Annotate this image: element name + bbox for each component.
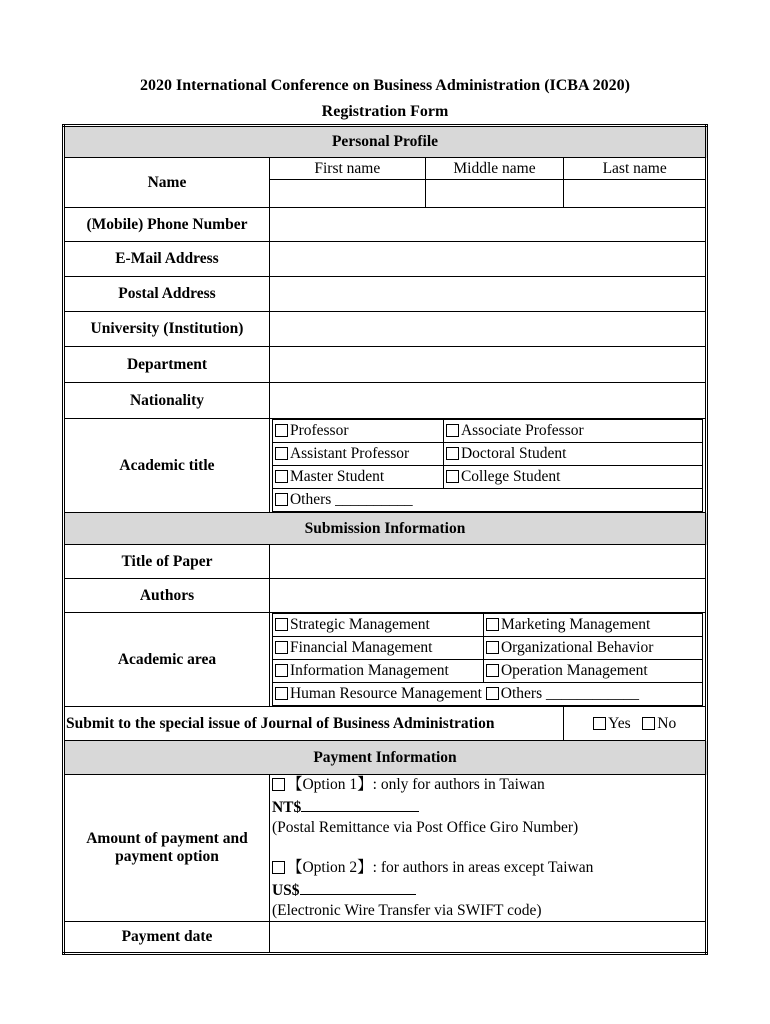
- form-subtitle: Registration Form: [321, 103, 449, 120]
- option2-currency: US$: [271, 882, 300, 899]
- option-hrm: Human Resource Management: [289, 685, 482, 702]
- academic-title-label: Academic title: [64, 419, 270, 513]
- submission-heading: Submission Information: [64, 513, 707, 545]
- option-master-student: Master Student: [289, 468, 385, 485]
- middle-name-field[interactable]: [425, 180, 564, 208]
- academic-area-options: [269, 613, 706, 707]
- academic-area-label: Academic area: [64, 613, 270, 707]
- payment-options: [269, 775, 706, 922]
- email-label: E-Mail Address: [64, 242, 270, 277]
- option-others-area: Others ____________: [500, 685, 639, 702]
- checkbox-others-title[interactable]: [275, 493, 288, 506]
- checkbox-option1[interactable]: [272, 778, 285, 791]
- option1-amount-field[interactable]: [301, 795, 419, 812]
- email-field[interactable]: [269, 242, 706, 277]
- special-issue-options: [564, 707, 707, 741]
- checkbox-assistant-professor[interactable]: [275, 447, 288, 460]
- option1-note: (Postal Remittance via Post Office Giro Number): [271, 819, 579, 836]
- phone-label: (Mobile) Phone Number: [64, 208, 270, 242]
- yes-label: Yes: [608, 714, 631, 732]
- payment-date-field[interactable]: [269, 922, 706, 954]
- form-title: 2020 International Conference on Business Administration (ICBA 2020): [140, 77, 630, 94]
- option2-text: 【Option 2】: for authors in areas except Taiwan: [286, 859, 594, 876]
- name-label: Name: [64, 158, 270, 208]
- option-others-title: Others __________: [289, 491, 413, 508]
- academic-title-options: [269, 419, 706, 513]
- checkbox-option2[interactable]: [272, 861, 285, 874]
- payment-heading: Payment Information: [64, 741, 707, 775]
- option-organizational: Organizational Behavior: [500, 639, 654, 656]
- option-assistant-professor: Assistant Professor: [289, 445, 410, 462]
- university-label: University (Institution): [64, 312, 270, 347]
- paper-title-field[interactable]: [269, 545, 706, 579]
- postal-address-field[interactable]: [269, 277, 706, 312]
- registration-table: [62, 124, 708, 955]
- checkbox-operation[interactable]: [486, 664, 499, 677]
- amount-label: Amount of payment and payment option: [64, 775, 270, 922]
- checkbox-financial[interactable]: [275, 641, 288, 654]
- option-doctoral-student: Doctoral Student: [460, 445, 567, 462]
- option-college-student: College Student: [460, 468, 561, 485]
- first-name-field[interactable]: [269, 180, 425, 208]
- nationality-field[interactable]: [269, 383, 706, 419]
- checkbox-information[interactable]: [275, 664, 288, 677]
- phone-field[interactable]: [269, 208, 706, 242]
- middle-name-header: Middle name: [425, 158, 564, 180]
- university-field[interactable]: [269, 312, 706, 347]
- last-name-field[interactable]: [564, 180, 707, 208]
- option-strategic: Strategic Management: [289, 616, 430, 633]
- checkbox-college-student[interactable]: [446, 470, 459, 483]
- personal-profile-heading: Personal Profile: [64, 126, 707, 158]
- payment-date-label: Payment date: [64, 922, 270, 954]
- option-information: Information Management: [289, 662, 449, 679]
- authors-field[interactable]: [269, 579, 706, 613]
- postal-address-label: Postal Address: [64, 277, 270, 312]
- option-operation: Operation Management: [500, 662, 648, 679]
- checkbox-professor[interactable]: [275, 424, 288, 437]
- option-financial: Financial Management: [289, 639, 433, 656]
- authors-label: Authors: [64, 579, 270, 613]
- special-issue-label: Submit to the special issue of Journal of Business Administration: [64, 707, 564, 741]
- checkbox-associate-professor[interactable]: [446, 424, 459, 437]
- nationality-label: Nationality: [64, 383, 270, 419]
- checkbox-yes[interactable]: [593, 717, 606, 730]
- checkbox-strategic[interactable]: [275, 618, 288, 631]
- checkbox-organizational[interactable]: [486, 641, 499, 654]
- checkbox-doctoral-student[interactable]: [446, 447, 459, 460]
- option-professor: Professor: [289, 422, 349, 439]
- department-label: Department: [64, 347, 270, 383]
- no-label: No: [657, 714, 677, 732]
- option-associate-professor: Associate Professor: [460, 422, 584, 439]
- checkbox-others-area[interactable]: [486, 687, 499, 700]
- option1-text: 【Option 1】: only for authors in Taiwan: [286, 776, 545, 793]
- last-name-header: Last name: [564, 158, 707, 180]
- option2-amount-field[interactable]: [300, 878, 416, 895]
- option-marketing: Marketing Management: [500, 616, 651, 633]
- department-field[interactable]: [269, 347, 706, 383]
- option1-currency: NT$: [271, 799, 302, 816]
- first-name-header: First name: [269, 158, 425, 180]
- paper-title-label: Title of Paper: [64, 545, 270, 579]
- checkbox-marketing[interactable]: [486, 618, 499, 631]
- checkbox-hrm[interactable]: [275, 687, 288, 700]
- option2-note: (Electronic Wire Transfer via SWIFT code): [271, 902, 542, 919]
- checkbox-master-student[interactable]: [275, 470, 288, 483]
- checkbox-no[interactable]: [642, 717, 655, 730]
